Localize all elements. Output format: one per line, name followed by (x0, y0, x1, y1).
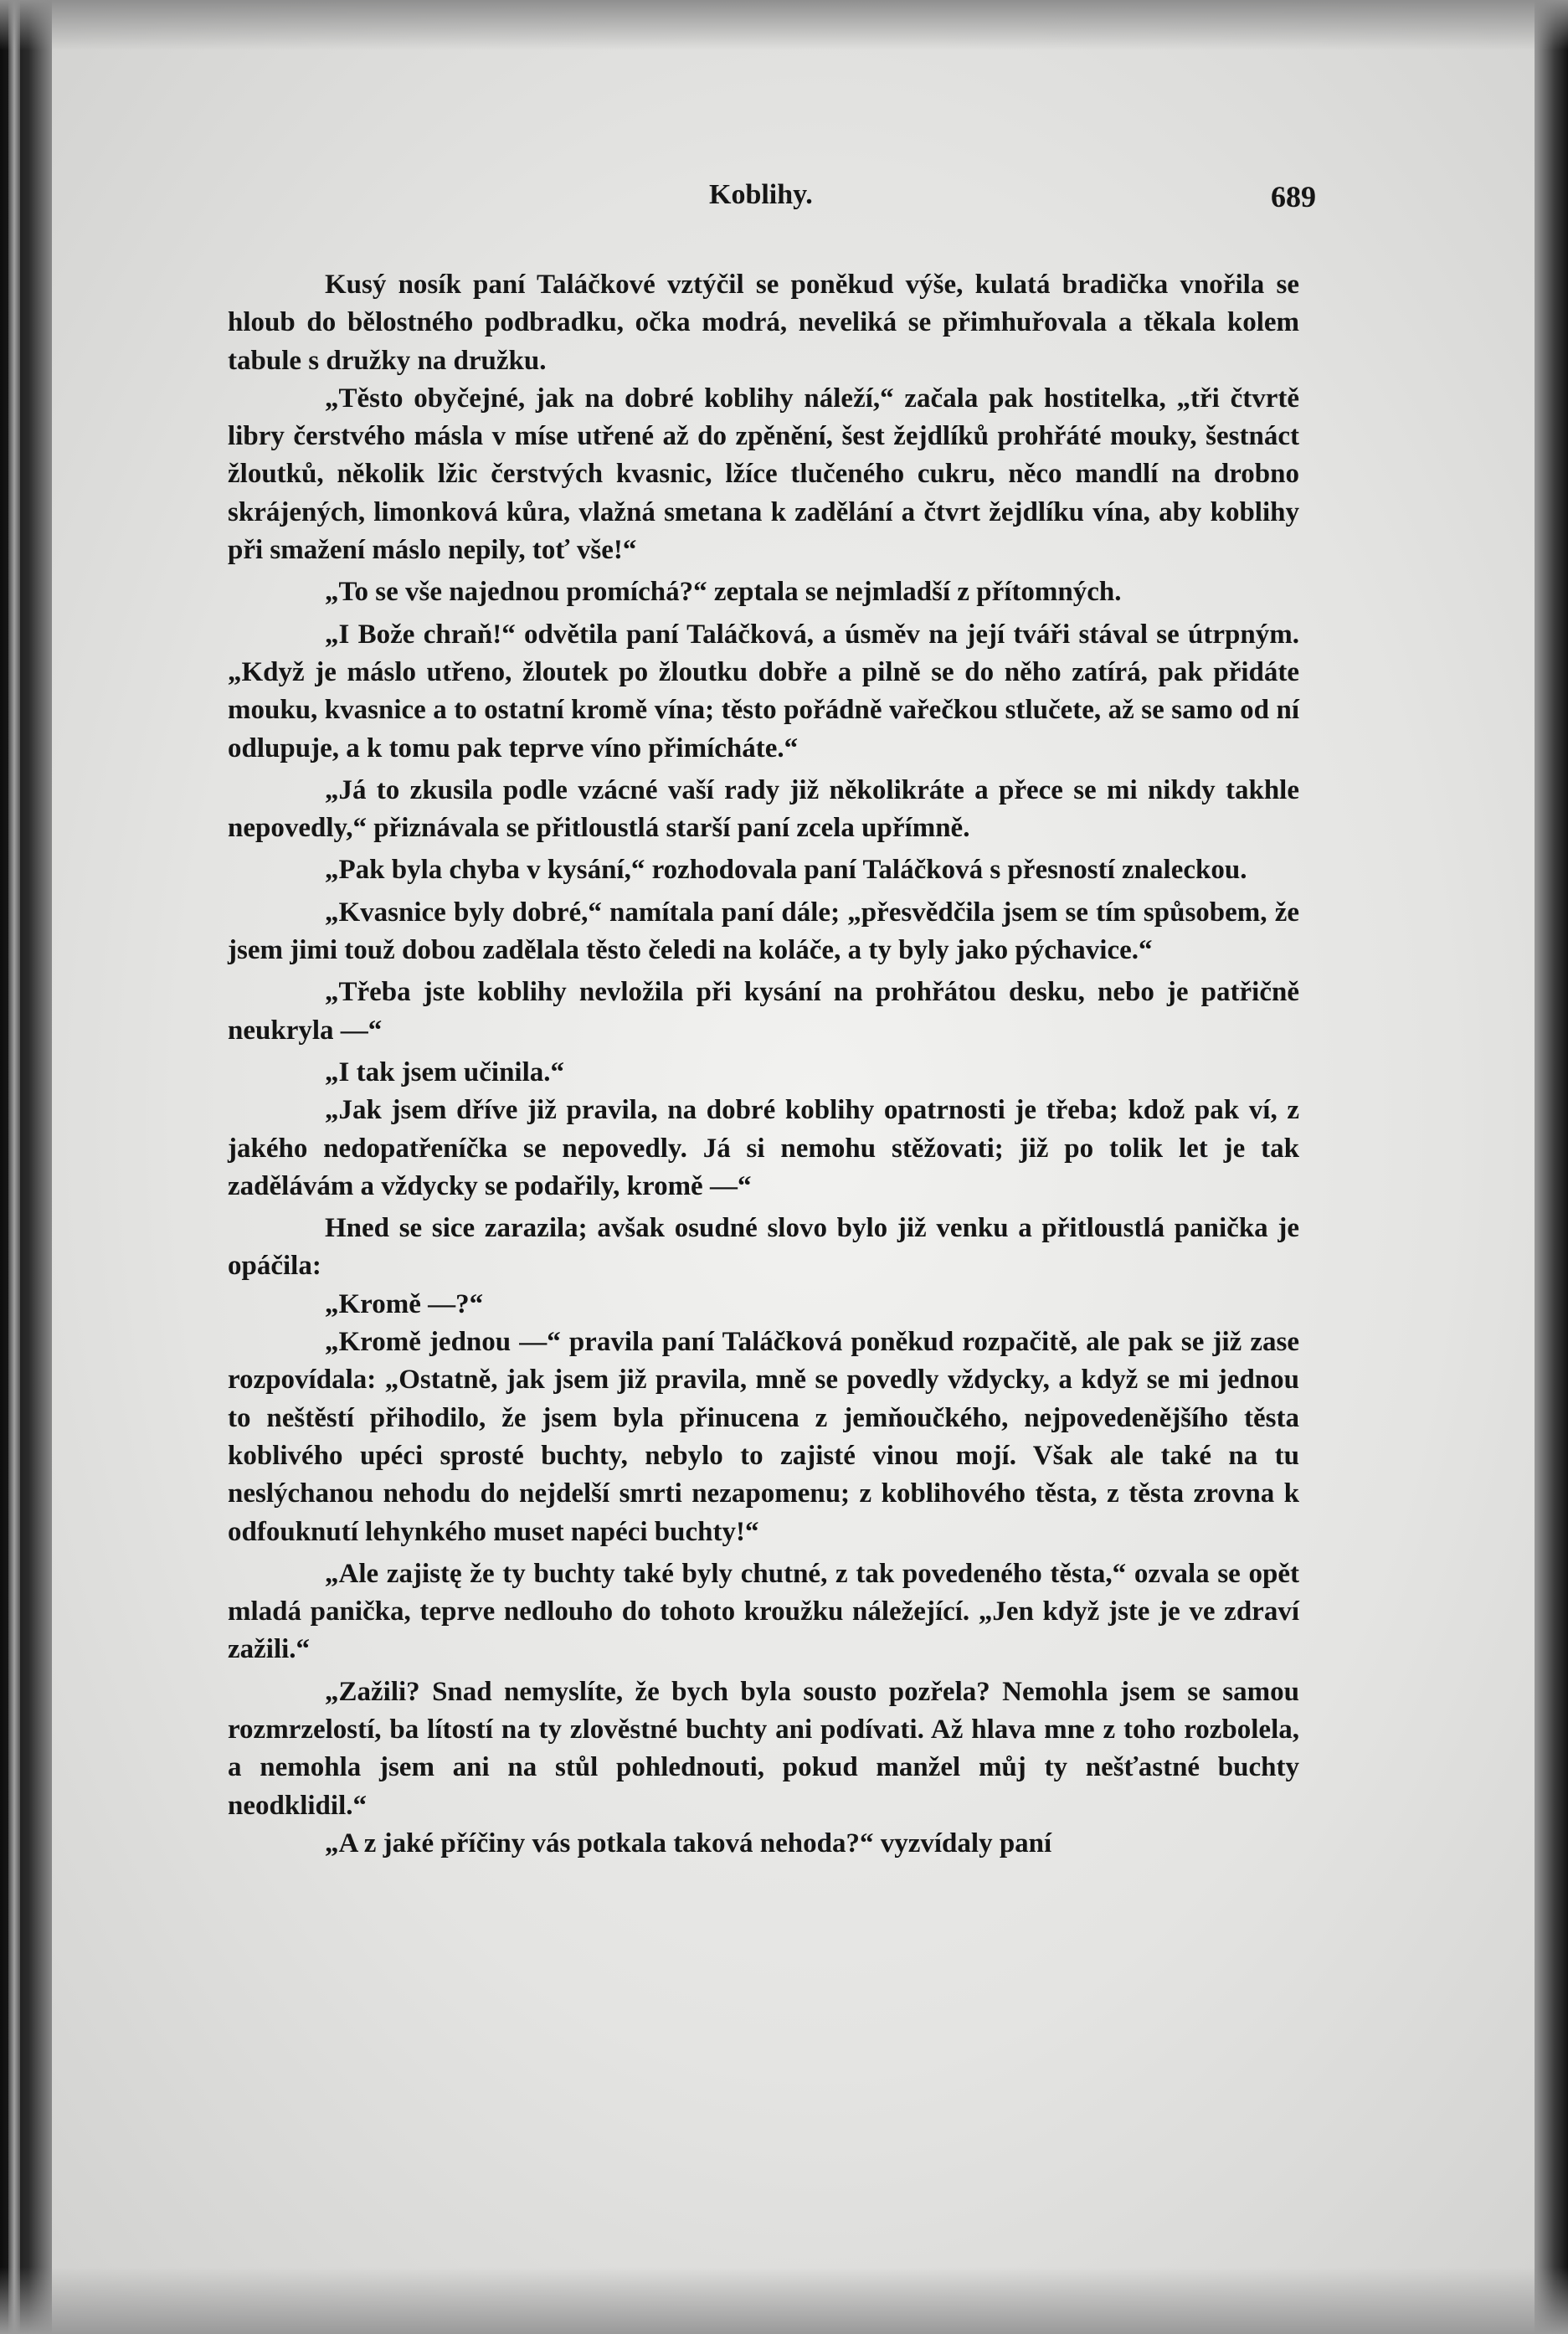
paragraph: „Kromě —?“ (325, 1288, 484, 1319)
body-text (228, 266, 1299, 1863)
page-number: 689 (1271, 180, 1316, 213)
paragraph: „A z jaké příčiny vás potkala taková nehoda?“ vyzvídaly paní (325, 1828, 1052, 1858)
paragraph: „Já to zkusila podle vzácné vaší rady již několikráte a přece se mi nikdy takhle nepovedly,“ přiznávala se přitloustlá starší paní zcela upřímně. (228, 774, 1299, 844)
paragraph: „Kromě jednou —“ pravila paní Taláčková poněkud rozpačitě, ale pak se již zase rozpovídala: „Ostatně, jak jsem již pravila, mně se povedly vždycky, a když se mi jednou to neštěstí přihodilo, že jsem byla přinucena z jemňoučkého, nejpovedenějšího těsta koblivého upéci sprosté buchty, nebylo to zajisté vinou mojí. Však ale také na tu neslýchanou nehodu do nejdelší smrti nezapomenu; z koblihového těsta, z těsta zrovna k odfouknutí lehynkého muset napéci buchty!“ (228, 1327, 1299, 1547)
paragraph: „I tak jsem učinila.“ (325, 1056, 565, 1087)
page-header (228, 167, 1316, 219)
paragraph: „Ale zajistę že ty buchty také byly chutné, z tak povedeného těsta,“ ozvala se opět mladá panička, teprve nedlouho do tohoto kroužku náležející. „Jen když jste je ve zdraví zažili.“ (228, 1558, 1299, 1665)
page-edge-shadow-bottom (0, 2267, 1568, 2334)
running-title: Koblihy. (709, 179, 813, 210)
paragraph: „Pak byla chyba v kysání,“ rozhodovala paní Taláčková s přesností znaleckou. (325, 855, 1247, 886)
paragraph: Hned se sice zarazila; avšak osudné slovo bylo již venku a přitloustlá panička je opáčila: (228, 1213, 1299, 1282)
paragraph: „To se vše najednou promíchá?“ zeptala se nejmladší z přítomných. (325, 577, 1122, 608)
paragraph: „Jak jsem dříve již pravila, na dobré koblihy opatrnosti je třeba; kdož pak ví, z jakého nedopatřeníčka se nepovedly. Já si nemohu stěžovati; již po tolik let je tak zadělávám a vždycky se podařily, kromě —“ (228, 1095, 1299, 1201)
paragraph: „Zažili? Snad nemyslíte, že bych byla sousto pozřela? Nemohla jsem se samou rozmrzelostí, ba lítostí na ty zlověstné buchty ani podívati. Až hlava mne z toho rozbolela, a nemohla jsem ani na stůl pohlednouti, pokud manžel můj ty nešťastné buchty neodklidil.“ (228, 1676, 1299, 1821)
paragraph: „Třeba jste koblihy nevložila při kysání na prohřátou desku, nebo je patřičně neukryla —“ (228, 977, 1299, 1046)
paragraph: „I Bože chraň!“ odvětila paní Taláčková, a úsměv na její tváři stával se útrpným. „Když je máslo utřeno, žloutek po žloutku dobře a pilně se do něho zatírá, pak přidáte mouku, kvasnice a to ostatní kromě vína; těsto pořádně vařečkou stlučete, až se samo od ní odlupuje, a k tomu pak teprve víno přimícháte.“ (228, 619, 1299, 763)
book-spine-highlight (8, 0, 20, 2334)
page-edge-shadow-top (0, 0, 1568, 50)
paragraph: Kusý nosík paní Taláčkové vztýčil se poněkud výše, kulatá bradička vnořila se hloub do bělostného podbradku, očka modrá, neveliká se přimhuřovala a těkala kolem tabule s družky na družku. (228, 270, 1299, 376)
paragraph: „Těsto obyčejné, jak na dobré koblihy náleží,“ začala pak hostitelka, „tři čtvrtě libry čerstvého másla v míse utřené až do zpěnění, šest žejdlíků prohřáté mouky, šestnáct žloutků, několik lžic čerstvých kvasnic, lžíce tlučeného cukru, něco mandlí na drobno skrájených, limonková kůra, vlažná smetana k zadělání a čtvrt žejdlíku vína, aby koblihy při smažení máslo nepily, toť vše!“ (228, 383, 1299, 566)
page-edge-shadow-right (1535, 0, 1568, 2334)
page-content (228, 167, 1316, 1863)
paragraph: „Kvasnice byly dobré,“ namítala paní dále; „přesvědčila jsem se tím spůsobem, že jsem jimi touž dobou zadělala těsto čeledi na koláče, a ty byly jako pýchavice.“ (228, 897, 1299, 966)
